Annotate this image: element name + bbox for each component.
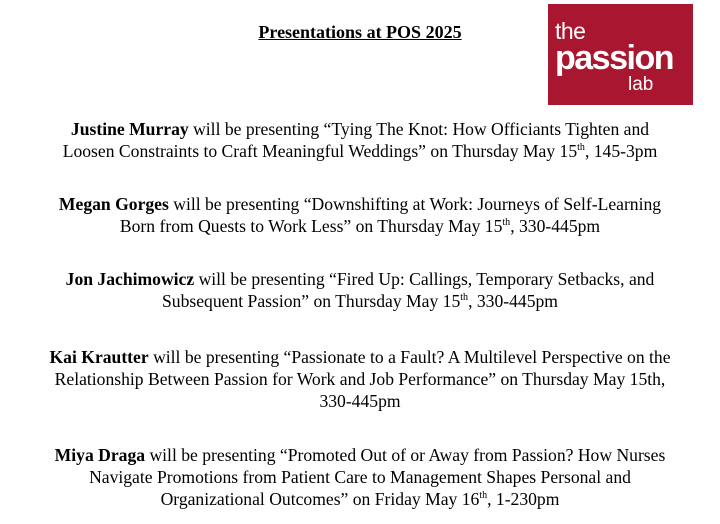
page-title: Presentations at POS 2025 bbox=[258, 22, 462, 42]
entry-line bbox=[0, 193, 720, 215]
entry-text: will be presenting “Fired Up: Callings, Temporary Setbacks, and bbox=[194, 269, 655, 289]
entry-text: will be presenting “Downshifting at Work: Journeys of Self-Learning bbox=[168, 194, 662, 214]
ordinal-suffix: th bbox=[479, 490, 488, 502]
presentation-entry bbox=[0, 118, 720, 162]
presentation-entry bbox=[0, 193, 720, 237]
entry-line bbox=[0, 140, 720, 162]
entry-line bbox=[0, 215, 720, 237]
entry-text: will be presenting “Promoted Out of or Away from Passion? How Nurses bbox=[145, 445, 666, 465]
entry-text: Relationship Between Passion for Work and Job Performance” on Thursday May 15th, bbox=[54, 369, 666, 389]
entry-text: , 1-230pm bbox=[487, 489, 560, 509]
presenter-name: Jon Jachimowicz bbox=[65, 269, 195, 289]
entry-line bbox=[0, 118, 720, 140]
entry-text: , 330-445pm bbox=[510, 216, 601, 236]
ordinal-suffix: th bbox=[460, 292, 469, 304]
entry-text: Born from Quests to Work Less” on Thursday May 15 bbox=[119, 216, 503, 236]
ordinal-suffix: th bbox=[502, 217, 511, 229]
presentation-entry bbox=[0, 444, 720, 510]
presentation-entry bbox=[0, 346, 720, 412]
entry-line bbox=[0, 488, 720, 510]
entry-text: Navigate Promotions from Patient Care to Management Shapes Personal and bbox=[89, 467, 631, 487]
entry-text: , 330-445pm bbox=[468, 291, 558, 311]
logo-text-lab: lab bbox=[628, 74, 654, 95]
entry-line bbox=[0, 466, 720, 488]
entry-line bbox=[0, 444, 720, 466]
entry-line bbox=[0, 268, 720, 290]
presenter-name: Justine Murray bbox=[70, 119, 189, 139]
entry-text: will be presenting “Tying The Knot: How Officiants Tighten and bbox=[188, 119, 650, 139]
ordinal-suffix: th bbox=[577, 142, 585, 154]
entry-text: Loosen Constraints to Craft Meaningful Weddings” on Thursday May 15 bbox=[62, 141, 578, 161]
entry-text: Subsequent Passion” on Thursday May 15 bbox=[162, 291, 461, 311]
entry-line bbox=[0, 346, 720, 368]
presentation-entry bbox=[0, 268, 720, 312]
entry-text: Organizational Outcomes” on Friday May 16 bbox=[160, 489, 480, 509]
entry-text: 330-445pm bbox=[319, 391, 401, 411]
presenter-name: Miya Draga bbox=[54, 445, 146, 465]
entry-text: , 145-3pm bbox=[584, 141, 658, 161]
entry-line bbox=[0, 368, 720, 390]
presenter-name: Kai Krautter bbox=[49, 347, 149, 367]
logo-text-passion: passion bbox=[555, 39, 673, 77]
entry-text: will be presenting “Passionate to a Fault? A Multilevel Perspective on the bbox=[148, 347, 671, 367]
passion-lab-logo bbox=[548, 4, 693, 105]
logo-text-the: the bbox=[555, 18, 586, 44]
entry-line bbox=[0, 290, 720, 312]
presenter-name: Megan Gorges bbox=[58, 194, 169, 214]
entry-line bbox=[0, 390, 720, 412]
